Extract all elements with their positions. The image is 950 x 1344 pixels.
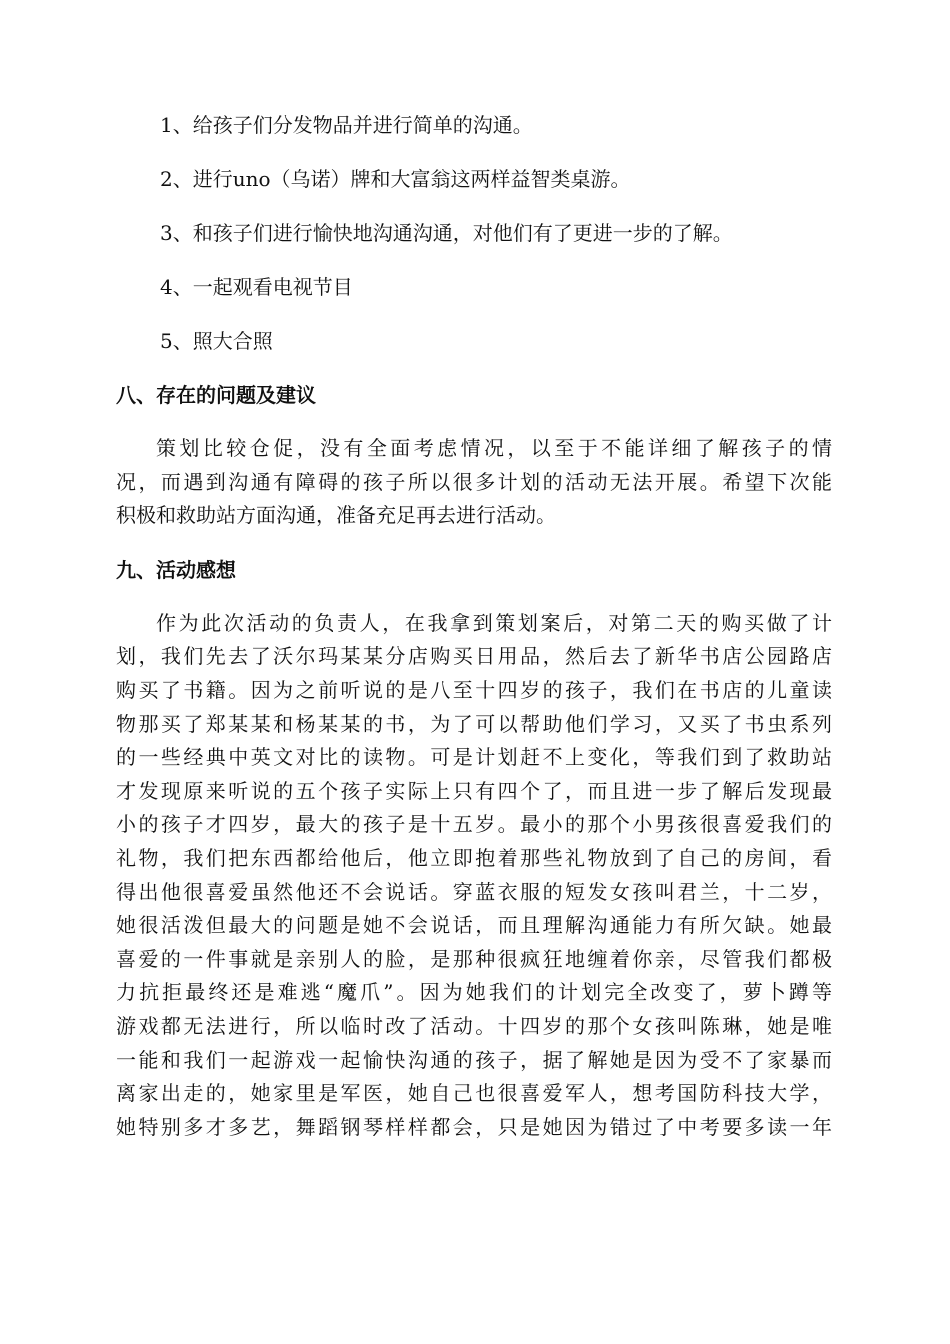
section-heading-reflections: 九、活动感想 — [116, 557, 236, 582]
paragraph-line: 得出他很喜爱虽然他还不会说话。穿蓝衣服的短发女孩叫君兰，十二岁， — [116, 879, 832, 904]
document-page — [116, 108, 832, 1164]
list-item: 3、和孩子们进行愉快地沟通沟通，对他们有了更进一步的了解。 — [160, 221, 733, 245]
paragraph-line: 游戏都无法进行，所以临时改了活动。十四岁的那个女孩叫陈琳，她是唯 — [116, 1013, 832, 1038]
list-item: 2、进行uno（乌诺）牌和大富翁这两样益智类桌游。 — [160, 167, 631, 191]
paragraph-line: 礼物，我们把东西都给他后，他立即抱着那些礼物放到了自己的房间，看 — [116, 845, 832, 870]
section-heading-problems: 八、存在的问题及建议 — [116, 383, 316, 407]
paragraph-line: 小的孩子才四岁，最大的孩子是十五岁。最小的那个小男孩很喜爱我们的 — [116, 812, 832, 837]
list-item: 4、一起观看电视节目 — [160, 275, 353, 299]
paragraph-line: 策划比较仓促，没有全面考虑情况，以至于不能详细了解孩子的情 — [156, 436, 832, 460]
paragraph-line: 她特别多才多艺，舞蹈钢琴样样都会，只是她因为错过了中考要多读一年 — [116, 1114, 832, 1139]
list-item: 5、照大合照 — [160, 329, 273, 353]
paragraph-line: 作为此次活动的负责人，在我拿到策划案后，对第二天的购买做了计 — [156, 610, 832, 635]
paragraph-line: 况，而遇到沟通有障碍的孩子所以很多计划的活动无法开展。希望下次能 — [116, 469, 832, 494]
paragraph-line: 一能和我们一起游戏一起愉快沟通的孩子，据了解她是因为受不了家暴而 — [116, 1047, 832, 1072]
paragraph-line: 喜爱的一件事就是亲别人的脸，是那种很疯狂地缠着你亲，尽管我们都极 — [116, 946, 832, 971]
paragraph-line: 的一些经典中英文对比的读物。可是计划赶不上变化，等我们到了救助站 — [116, 745, 832, 770]
list-item: 1、给孩子们分发物品并进行简单的沟通。 — [160, 113, 533, 137]
activity-list — [116, 108, 832, 358]
paragraph-line: 购买了书籍。因为之前听说的是八至十四岁的孩子，我们在书店的儿童读 — [116, 677, 832, 702]
paragraph-line: 划，我们先去了沃尔玛某某分店购买日用品，然后去了新华书店公园路店 — [116, 644, 832, 669]
reflections-paragraph — [116, 607, 832, 1145]
paragraph-line: 离家出走的，她家里是军医，她自己也很喜爱军人，想考国防科技大学， — [116, 1081, 832, 1106]
paragraph-line: 力抗拒最终还是难逃“魔爪”。因为她我们的计划完全改变了，萝卜蹲等 — [116, 980, 832, 1005]
problems-paragraph — [116, 432, 832, 533]
paragraph-line: 积极和救助站方面沟通，准备充足再去进行活动。 — [116, 503, 556, 528]
paragraph-line: 才发现原来听说的五个孩子实际上只有四个了，而且进一步了解后发现最 — [116, 778, 832, 803]
paragraph-line: 她很活泼但最大的问题是她不会说话，而且理解沟通能力有所欠缺。她最 — [116, 913, 832, 938]
paragraph-line: 物那买了郑某某和杨某某的书，为了可以帮助他们学习，又买了书虫系列 — [116, 711, 832, 736]
